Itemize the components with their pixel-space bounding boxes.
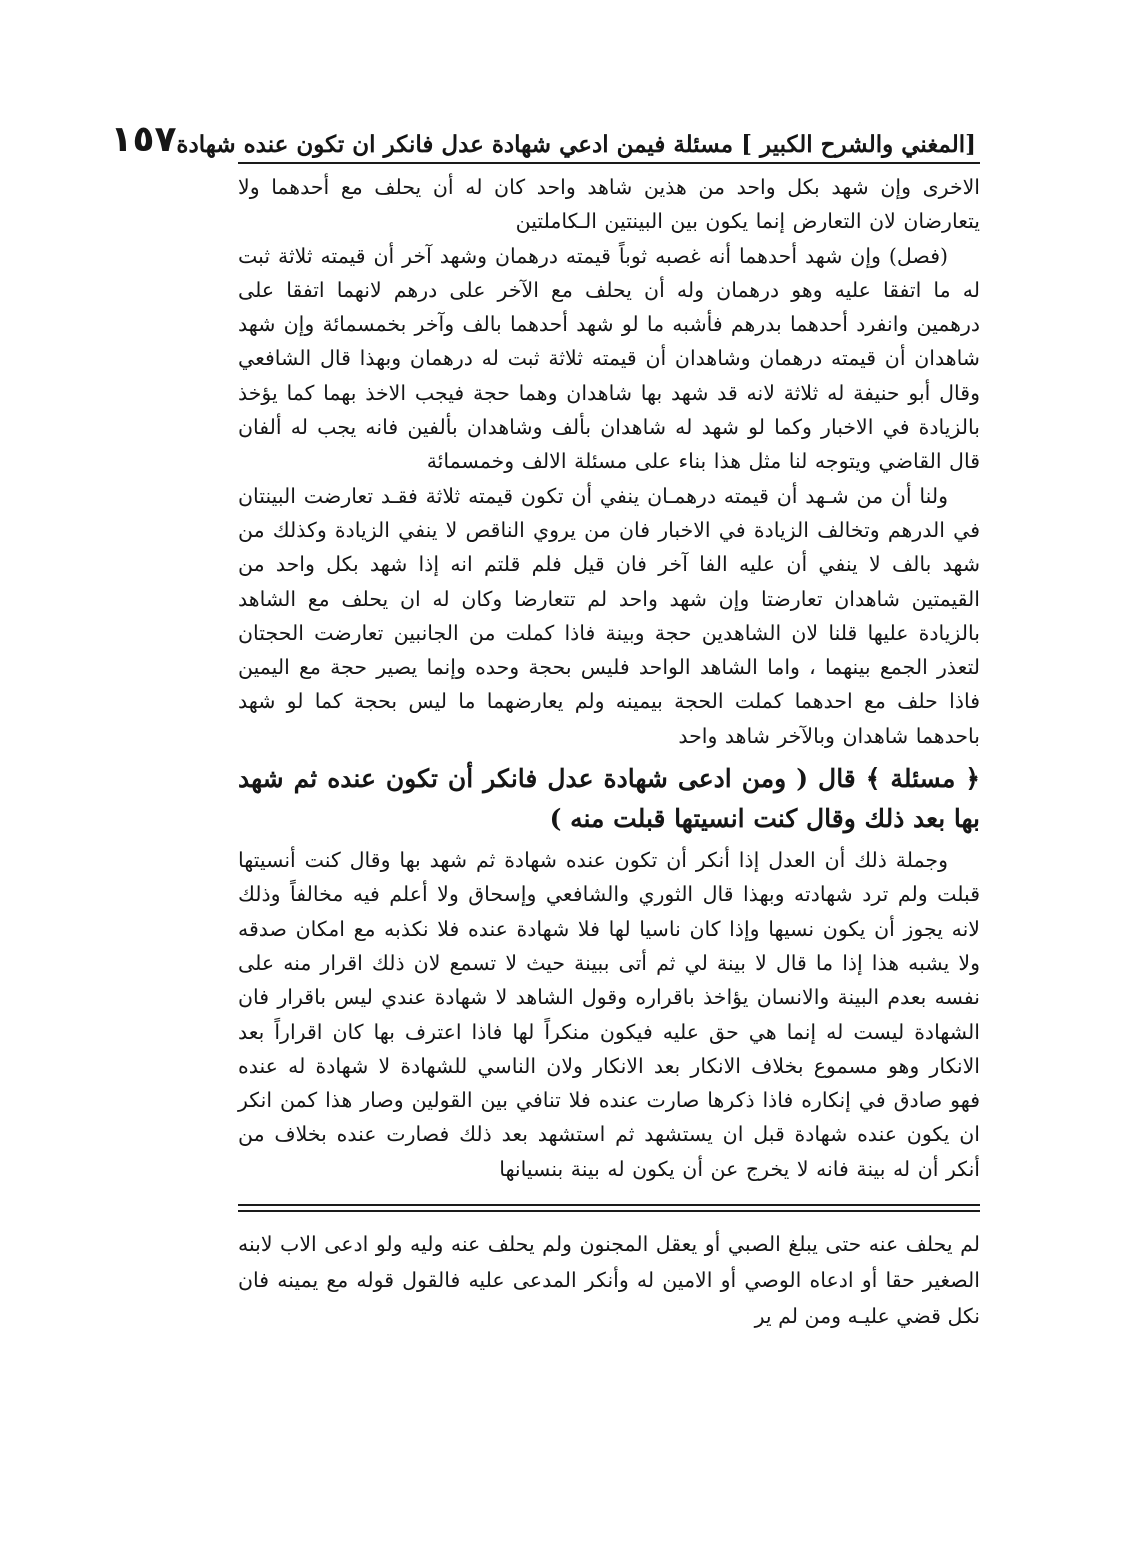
separator-rule-bottom xyxy=(238,1210,980,1212)
masala-text: قال ( ومن ادعى شهادة عدل فانكر أن تكون عنده ثم شهد بها بعد ذلك وقال كنت انسيتها قبلت منه ) xyxy=(238,764,980,834)
paragraph-commentary: وجملة ذلك أن العدل إذا أنكر أن تكون عنده شهادة ثم شهد بها وقال كنت أنسيتها قبلت ولم ترد شهادته وبهذا قال الثوري والشافعي وإسحاق ولا أعلم فيه مخالفاً وذلك لانه يجوز أن يكون نسيها وإذا كان ناسيا لها فلا شهادة عنده فلا نكذبه مع امكان صدقه ولا يشبه هذا إذا ما قال لا بينة لي ثم أتى ببينة حيث لا تسمع لان ذلك اقرار منه على نفسه بعدم البينة والانسان يؤاخذ باقراره وقول الشاهد لا شهادة عندي ليس باقرار فان الشهادة ليست له إنما هي حق عليه فيكون منكراً لها فاذا اعترف بها كان اقراراً بعد الانكار وهو مسموع بخلاف الانكار بعد الانكار ولان الناسي للشهادة لا شهادة له عنده فهو صادق في إنكاره فاذا ذكرها صارت عنده فلا تنافي بين القولين وصار هذا كمن انكر ان يكون عنده شهادة قبل ان يستشهد ثم استشهد بعد ذلك فصارت عنده بخلاف من أنكر أن له بينة فانه لا يخرج عن أن يكون له بينة بنسيانها xyxy=(238,848,980,1181)
book-page xyxy=(110,112,980,1512)
footnote-separator xyxy=(238,1204,980,1212)
paragraph-fasl: (فصل) وإن شهد أحدهما أنه غصبه ثوباً قيمته درهمان وشهد آخر أن قيمته ثلاثة ثبت له ما اتفقا عليه وهو درهمان وله أن يحلف مع الآخر على درهم لانهما اتفقا على درهمين وانفرد أحدهما بدرهم فأشبه ما لو شهد أحدهما بالف وآخر بخمسمائة وإن شهد شاهدان أن قيمته درهمان وشاهدان أن قيمته ثلاثة ثبت له درهمان وبهذا قال الشافعي وقال أبو حنيفة له ثلاثة لانه قد شهد بها شاهدان وهما حجة فيجب الاخذ بهما كما يؤخذ بالزيادة في الاخبار وكما لو شهد له شاهدان بألف وشاهدان بألفين فانه يجب له ألفان قال القاضي ويتوجه لنا مثل هذا بناء على مسئلة الالف وخمسمائة xyxy=(238,243,980,474)
paragraph-continuation: الاخرى وإن شهد بكل واحد من هذين شاهد واحد كان له أن يحلف مع أحدهما ولا يتعارضان لان التعارض إنما يكون بين البينتين الـكاملتين xyxy=(238,175,980,234)
page-body xyxy=(238,170,980,1186)
running-title: [المغني والشرح الكبير ] مسئلة فيمن ادعي شهادة عدل فانكر ان تكون عنده شهادة xyxy=(176,131,976,158)
separator-rule-top xyxy=(238,1204,980,1206)
footnote-text: لم يحلف عنه حتى يبلغ الصبي أو يعقل المجنون ولم يحلف عنه وليه ولو ادعى الاب لابنه الصغير حقا أو ادعاه الوصي أو الامين له وأنكر المدعى عليه فالقول قوله مع يمينه فان نكل قضي عليـه ومن لم ير xyxy=(238,1232,980,1329)
page-number: ١٥٧ xyxy=(110,119,177,160)
masala-heading xyxy=(238,759,980,839)
page-header xyxy=(110,112,980,164)
masala-marker: ﴿ مسئلة ﴾ xyxy=(865,764,980,794)
paragraph-rebuttal: ولنا أن من شـهد أن قيمته درهمـان ينفي أن تكون قيمته ثلاثة فقـد تعارضت البينتان في الدرهم وتخالف الزيادة في الاخبار فان من يروي الناقص لا ينفي الزيادة وكذلك من شهد بالف لا ينفي أن عليه الفا آخر فان قيل فلم قلتم انه إذا شهد بكل واحد من القيمتين شاهدان تعارضتا وإن شهد واحد لم تتعارضا وكان له ان يحلف مع الشاهد بالزيادة عليها قلنا لان الشاهدين حجة وبينة فاذا كملت من الجانبين تعارضت الحجتان لتعذر الجمع بينهما ، واما الشاهد الواحد فليس بحجة وحده وإنما يصير حجة مع اليمين فاذا حلف مع احدهما كملت الحجة بيمينه ولم يعارضهما ما ليس بحجة كما لو شهد باحدهما شاهدان وبالآخر شاهد واحد xyxy=(238,483,980,748)
